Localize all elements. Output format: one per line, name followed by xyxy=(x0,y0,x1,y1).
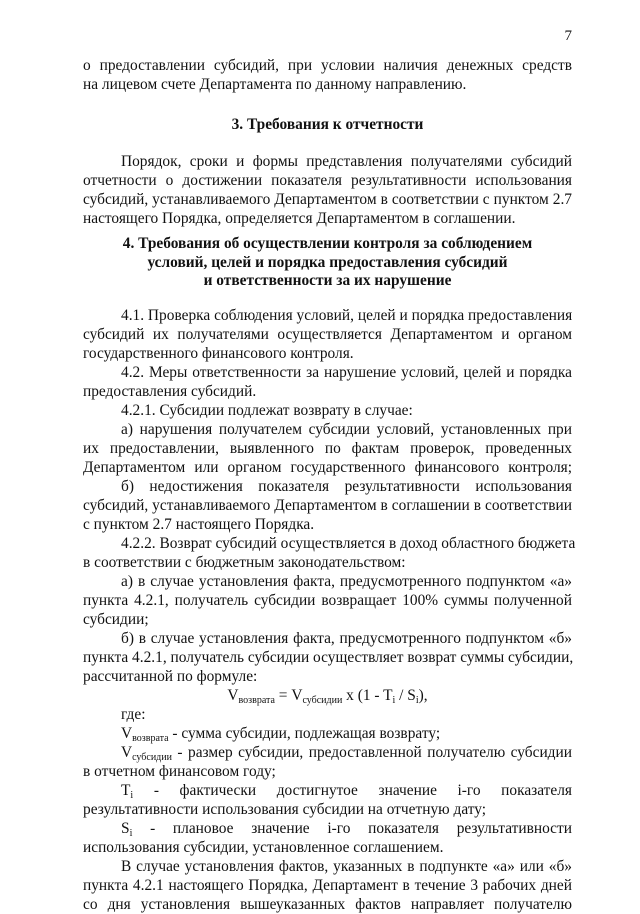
formula-index: i xyxy=(392,695,396,706)
text-line: о предоставлении субсидий, при условии наличия денежных средств xyxy=(83,57,572,74)
text-line: Порядок, сроки и формы представления получателями субсидий xyxy=(121,153,572,170)
text-line: результативности использования субсидии на отчетную дату; xyxy=(83,801,487,818)
definition-line xyxy=(121,820,572,838)
formula-rest: x (1 - xyxy=(346,687,380,704)
definition-line xyxy=(121,782,572,800)
text-line: использования субсидии, установленное соглашением. xyxy=(83,839,444,856)
formula-equals: = xyxy=(278,687,288,704)
text-line: б) недостижения показателя результативности использования xyxy=(121,478,572,495)
formula-s: S xyxy=(407,687,416,704)
text-line: а) в случае установления факта, предусмотренного подпунктом «а» xyxy=(121,573,572,590)
text-line: где: xyxy=(121,706,146,723)
text-line: субсидий, устанавливаемого Департаментом в соглашении в соответствии xyxy=(83,497,572,514)
formula-v: V xyxy=(291,687,303,704)
text-line: на лицевом счете Департамента по данному направлению. xyxy=(83,76,467,93)
text-line: 4.1. Проверка соблюдения условий, целей и порядка предоставления xyxy=(121,307,573,324)
var-index: i xyxy=(130,790,134,801)
var-sub-subsidy: субсидии xyxy=(132,752,172,763)
page-number: 7 xyxy=(564,28,572,44)
text-line: государственного финансового контроля. xyxy=(83,345,354,362)
formula xyxy=(83,687,572,705)
definition-text: - плановое значение i-го показателя результативности xyxy=(150,820,572,837)
section-heading-4: условий, целей и порядка предоставления субсидий xyxy=(147,254,508,271)
text-line: а) нарушения получателем субсидии условий, установленных при xyxy=(121,421,572,438)
text-line: со дня установления вышеуказанных фактов направляет получателю xyxy=(83,896,572,913)
text-line: с пунктом 2.7 настоящего Порядка. xyxy=(83,516,315,533)
text-line: в соответствии с бюджетным законодательством: xyxy=(83,554,406,571)
formula-v: V xyxy=(227,687,239,704)
text-line: пункта 4.2.1, получатель субсидии осуществляет возврат суммы субсидии, xyxy=(83,649,574,666)
text-line: субсидии; xyxy=(83,611,149,628)
formula-close: ), xyxy=(418,687,428,704)
definition-text: - сумма субсидии, подлежащая возврату; xyxy=(172,725,441,742)
text-line: 4.2. Меры ответственности за нарушение условий, целей и порядка xyxy=(121,364,572,381)
text-line: 4.2.2. Возврат субсидий осуществляется в доход областного бюджета xyxy=(121,535,576,552)
section-heading-4: и ответственности за их нарушение xyxy=(203,272,452,289)
text-line: отчетности о достижении показателя результативности использования xyxy=(83,172,572,189)
formula-sub-return: возврата xyxy=(238,695,275,706)
formula-sub-subsidy: субсидии xyxy=(302,695,343,706)
text-line: б) в случае установления факта, предусмотренного подпунктом «б» xyxy=(121,630,572,647)
definition-text: - фактически достигнутое значение i-го показателя xyxy=(153,782,572,799)
var-index: i xyxy=(129,828,133,839)
text-line: субсидий, устанавливаемого Департаментом в соответствии с пунктом 2.7 xyxy=(83,191,572,208)
var-v: V xyxy=(121,725,133,742)
text-line: 4.2.1. Субсидии подлежат возврату в случае: xyxy=(121,402,413,419)
text-line: пункта 4.2.1, получатель субсидии возвращает 100% суммы полученной xyxy=(83,592,572,609)
text-line: Департаментом или органом государственного финансового контроля; xyxy=(83,459,572,476)
var-v: V xyxy=(121,744,133,761)
text-line: субсидий их получателями осуществляется Департаментом и органом xyxy=(83,326,572,343)
formula-t: T xyxy=(383,687,393,704)
var-t: T xyxy=(121,782,131,799)
text-line: в отчетном финансовом году; xyxy=(83,763,276,780)
definition-line xyxy=(121,744,572,762)
text-line: пункта 4.2.1 настоящего Порядка, Департамент в течение 3 рабочих дней xyxy=(83,877,572,894)
section-heading-3: 3. Требования к отчетности xyxy=(231,116,424,133)
definition-line xyxy=(121,725,572,743)
text-line: предоставления субсидий. xyxy=(83,383,257,400)
text-line: их предоставлении, выявленного по фактам проверок, проведенных xyxy=(83,440,572,457)
section-heading-4: 4. Требования об осуществлении контроля за соблюдением xyxy=(122,235,533,252)
text-line: рассчитанной по формуле: xyxy=(83,668,258,685)
text-line: В случае установления фактов, указанных в подпункте «а» или «б» xyxy=(121,858,572,875)
formula-slash: / xyxy=(399,687,404,704)
var-s: S xyxy=(121,820,130,837)
formula-index: i xyxy=(415,695,419,706)
var-sub-return: возврата xyxy=(132,733,169,744)
text-line: настоящего Порядка, определяется Департаментом в соглашении. xyxy=(83,210,516,227)
definition-text: - размер субсидии, предоставленной получателю субсидии xyxy=(177,744,572,761)
